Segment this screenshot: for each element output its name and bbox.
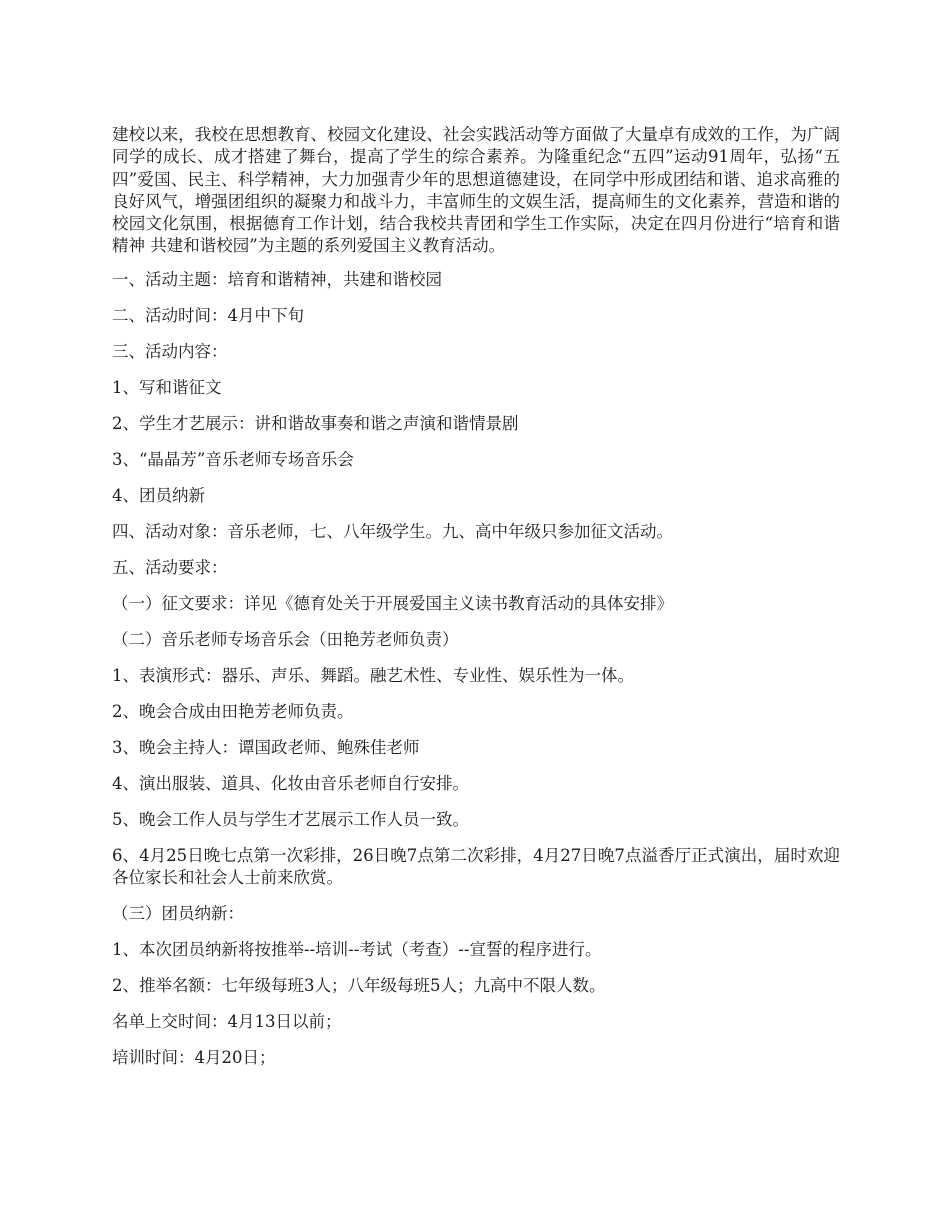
section-requirements-heading: 五、活动要求：	[112, 557, 228, 577]
content-item-essay: 1、写和谐征文	[112, 377, 222, 397]
content-item-recruitment: 4、团员纳新	[112, 485, 205, 505]
concert-item-4: 4、演出服装、道具、化妆由音乐老师自行安排。	[112, 773, 469, 793]
section-theme: 一、活动主题：培育和谐精神，共建和谐校园	[112, 269, 442, 289]
content-item-talent-show: 2、学生才艺展示：讲和谐故事奏和谐之声演和谐情景剧	[112, 413, 519, 433]
concert-item-6: 6、4月25日晚七点第一次彩排，26日晚7点第二次彩排，4月27日晚7点溢香厅正式演出，届时欢迎各位家长和社会人士前来欣赏。	[112, 845, 840, 887]
recruitment-training-date: 培训时间：4月20日；	[112, 1047, 276, 1067]
concert-item-1: 1、表演形式：器乐、声乐、舞蹈。融艺术性、专业性、娱乐性为一体。	[112, 665, 634, 685]
recruitment-item-2: 2、推举名额：七年级每班3人；八年级每班5人；九高中不限人数。	[112, 975, 606, 995]
concert-item-5: 5、晚会工作人员与学生才艺展示工作人员一致。	[112, 809, 469, 829]
concert-item-2: 2、晚会合成由田艳芳老师负责。	[112, 701, 354, 721]
section-time: 二、活动时间：4月中下旬	[112, 305, 304, 325]
concert-item-3: 3、晚会主持人：谭国政老师、鲍殊佳老师	[112, 737, 420, 757]
requirement-essay: （一）征文要求：详见《德育处关于开展爱国主义读书教育活动的具体安排》	[112, 593, 673, 613]
section-content-heading: 三、活动内容：	[112, 341, 228, 361]
recruitment-item-1: 1、本次团员纳新将按推举--培训--考试（考查）--宣誓的程序进行。	[112, 939, 602, 959]
requirement-recruitment-heading: （三）团员纳新：	[112, 903, 244, 923]
requirement-concert-heading: （二）音乐老师专场音乐会（田艳芳老师负责）	[112, 629, 459, 649]
content-item-concert: 3、“晶晶芳”音乐老师专场音乐会	[112, 449, 354, 469]
intro-paragraph: 建校以来，我校在思想教育、校园文化建设、社会实践活动等方面做了大量卓有成效的工作，为广阔同学的成长、成才搭建了舞台，提高了学生的综合素养。为隆重纪念“五四”运动91周年，弘扬“五四”爱国、民主、科学精神，大力加强青少年的思想道德建设，在同学中形成团结和谐、追求高雅的良好风气，增强团组织的凝聚力和战斗力，丰富师生的文娱生活，提高师生的文化素养，营造和谐的校园文化氛围，根据德育工作计划，结合我校共青团和学生工作实际，决定在四月份进行“培育和谐精神 共建和谐校园”为主题的系列爱国主义教育活动。	[112, 125, 840, 256]
section-audience: 四、活动对象：音乐老师，七、八年级学生。九、高中年级只参加征文活动。	[112, 521, 673, 541]
document-body	[112, 124, 840, 1083]
recruitment-deadline: 名单上交时间：4月13日以前；	[112, 1011, 342, 1031]
